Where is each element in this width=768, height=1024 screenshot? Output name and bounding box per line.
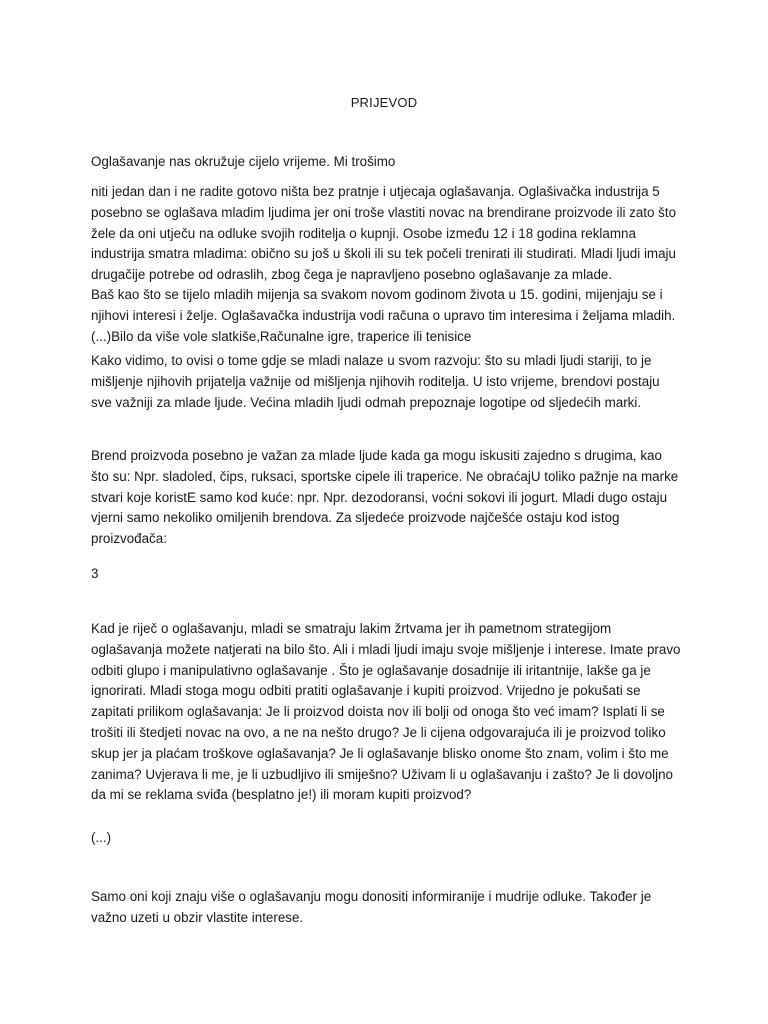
paragraph-conclusion: Samo oni koji znaju više o oglašavanju mogu donositi informiranije i mudrije odluke. Također je važno uzeti u obzir vlastite interese. <box>91 889 652 925</box>
paragraph-ellipsis: (...) <box>91 830 112 845</box>
paragraph-development: Kako vidimo, to ovisi o tome gdje se mladi nalaze u svom razvoju: što su mladi ljudi stariji, to je mišljenje njihovih prijatelja važnije od mišljenja njihovih roditelja. U isto vrijeme, brendovi postaju sve važniji za mlade ljude. Većina mladih ljudi odmah prepoznaje logotipe od sljedećih marki. <box>91 353 660 410</box>
paragraph-intro: Oglašavanje nas okružuje cijelo vrijeme. Mi trošimo <box>91 154 396 169</box>
document-title: PRIJEVOD <box>350 95 418 110</box>
paragraph-number: 3 <box>91 566 99 581</box>
paragraph-victims: Kad je riječ o oglašavanju, mladi se smatraju lakim žrtvama jer ih pametnom strategijom oglašavanja možete natjerati na bilo što. Ali i mladi ljudi imaju svoje mišljenje i interese. Imate pravo odbiti glupo i manipulativno oglašavanje . Što je oglašavanje dosadnije ili iritantnije, lakše ga je ignorirati. Mladi stoga mogu odbiti pratiti oglašavanje i kupiti proizvod. Vrijedno je pokušati se zapitati prilikom oglašavanja: Je li proizvod doista nov ili bolji od onoga što već imam? Isplati li se trošiti ili štedjeti novac na ovo, a ne na nešto drugo? Je li cijena odgovarajuća ili je proizvod toliko skup jer ja plaćam troškove oglašavanja? Je li oglašavanje blisko onome što znam, volim i što me zanima? Uvjerava li me, je li uzbudljivo ili smiješno? Uživam li u oglašavanju i zašto? Je li dovoljno da mi se reklama sviđa (besplatno je!) ili moram kupiti proizvod? <box>91 621 681 803</box>
paragraph-interests: Baš kao što se tijelo mladih mijenja sa svakom novom godinom života u 15. godini, mijenjaju se i njihovi interesi i želje. Oglašavačka industrija vodi računa o upravo tim interesima i željama mladih. (...)Bilo da više vole slatkiše,Računalne igre, traperice ili tenisice <box>91 287 676 344</box>
paragraph-advertising-industry: niti jedan dan i ne radite gotovo ništa bez pratnje i utjecaja oglašavanja. Oglašivačka industrija 5 posebno se oglašava mladim ljudima jer oni troše vlastiti novac na brendirane proizvode ili zato što žele da oni utječu na odluke svojih roditelja o kupnji. Osobe između 12 i 18 godina reklamna industrija smatra mladima: obično su još u školi ili su tek počeli trenirati ili studirati. Mladi ljudi imaju drugačije potrebe od odraslih, zbog čega je napravljeno posebno oglašavanje za mlade. <box>91 184 677 283</box>
paragraph-brands: Brend proizvoda posebno je važan za mlade ljude kada ga mogu iskusiti zajedno s drugima, kao što su: Npr. sladoled, čips, ruksaci, sportske cipele ili traperice. Ne obraćajU toliko pažnje na marke stvari koje koristE samo kod kuće: npr. Npr. dezodoransi, voćni sokovi ili jogurt. Mladi dugo ostaju vjerni samo nekoliko omiljenih brendova. Za sljedeće proizvode najčešće ostaju kod istog proizvođača: <box>91 448 679 547</box>
